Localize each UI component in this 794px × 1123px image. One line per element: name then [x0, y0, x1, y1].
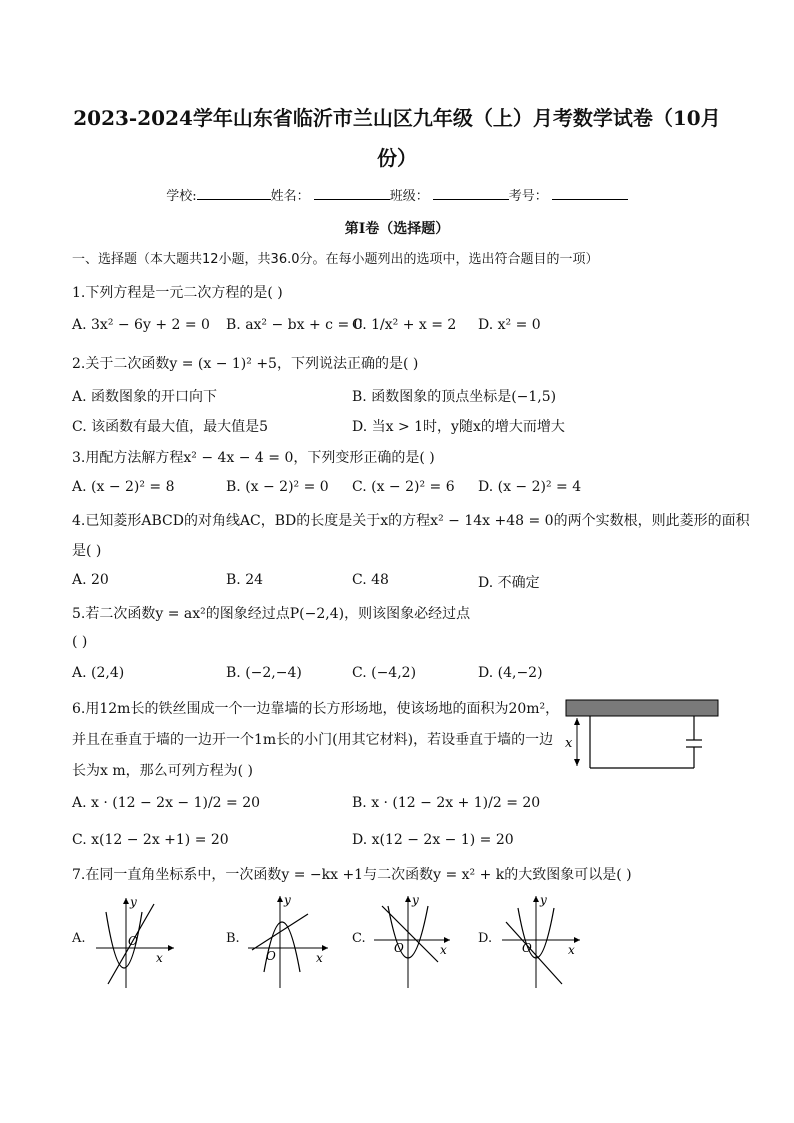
question-3-stem: 3.用配方法解方程x² − 4x − 4 = 0，下列变形正确的是( ) — [72, 450, 435, 466]
question-6-option-b[interactable]: B. x · (12 − 2x + 1)/2 = 20 — [352, 795, 541, 811]
question-1-option-d[interactable]: D. x² = 0 — [478, 317, 541, 333]
name-blank[interactable] — [314, 187, 390, 200]
question-7-option-b-label[interactable]: B. — [226, 931, 240, 946]
question-6-stem-cont1: 并且在垂直于墙的一边开一个1m长的小门(用其它材料)，若设垂直于墙的一边 — [72, 732, 554, 748]
question-7-stem: 7.在同一直角坐标系中，一次函数y = −kx +1与二次函数y = x² + k的大致图象可以是( ) — [72, 867, 632, 883]
question-6-option-a[interactable]: A. x · (12 − 2x − 1)/2 = 20 — [72, 795, 261, 811]
question-3-option-b[interactable]: B. (x − 2)² = 0 — [226, 479, 329, 495]
question-2-option-d[interactable]: D. 当x > 1时，y随x的增大而增大 — [352, 419, 565, 435]
graph-a-y: y — [130, 895, 137, 909]
class-label: 班级： — [389, 189, 429, 204]
question-5-option-d[interactable]: D. (4,−2) — [478, 665, 543, 681]
student-info-line — [0, 185, 794, 204]
question-2-option-c[interactable]: C. 该函数有最大值，最大值是5 — [72, 419, 269, 435]
graph-b-y: y — [284, 893, 291, 907]
exam-title-line2: 份） — [377, 146, 417, 170]
question-1-option-c[interactable]: C. 1/x² + x = 2 — [352, 317, 457, 333]
part-header: 一、选择题（本大题共12小题，共36.0分。在每小题列出的选项中，选出符合题目的一项） — [72, 252, 599, 267]
graph-a-origin: O — [128, 934, 138, 948]
question-6-option-d[interactable]: D. x(12 − 2x − 1) = 20 — [352, 832, 514, 848]
name-label: 姓名： — [270, 189, 310, 204]
wall — [566, 700, 718, 716]
number-label: 考号： — [508, 189, 548, 204]
question-2-option-a[interactable]: A. 函数图象的开口向下 — [72, 389, 218, 405]
school-label: 学校: — [166, 189, 197, 204]
question-6-figure — [560, 696, 725, 776]
graph-c-y: y — [412, 893, 419, 907]
question-2-option-b[interactable]: B. 函数图象的顶点坐标是(−1,5) — [352, 389, 557, 405]
question-7-option-a-label[interactable]: A. — [72, 931, 86, 946]
question-1-option-a[interactable]: A. 3x² − 6y + 2 = 0 — [72, 317, 210, 333]
question-6-option-c[interactable]: C. x(12 − 2x +1) = 20 — [72, 832, 229, 848]
graph-c-origin: O — [394, 941, 404, 955]
graph-d-origin: O — [522, 941, 532, 955]
graph-c-x: x — [440, 943, 447, 957]
question-4-stem-cont: 是( ) — [72, 543, 102, 559]
question-7-graph-a[interactable] — [90, 892, 180, 992]
question-3-option-d[interactable]: D. (x − 2)² = 4 — [478, 479, 582, 495]
question-7-option-d-label[interactable]: D. — [478, 931, 493, 946]
graph-d-x: x — [568, 943, 575, 957]
question-7-graph-b[interactable] — [242, 892, 332, 992]
question-5-option-c[interactable]: C. (−4,2) — [352, 665, 417, 681]
question-7-graph-d[interactable] — [496, 892, 586, 992]
question-5-option-b[interactable]: B. (−2,−4) — [226, 665, 302, 681]
graph-a-x: x — [156, 951, 163, 965]
question-4-option-a[interactable]: A. 20 — [72, 572, 109, 588]
question-4-option-b[interactable]: B. 24 — [226, 572, 264, 588]
school-blank[interactable] — [197, 187, 271, 200]
class-blank[interactable] — [433, 187, 509, 200]
question-4-stem: 4.已知菱形ABCD的对角线AC，BD的长度是关于x的方程x² − 14x +48 = 0的两个实数根，则此菱形的面积 — [72, 513, 750, 529]
figure-x-label: x — [565, 736, 573, 751]
question-5-option-a[interactable]: A. (2,4) — [72, 665, 125, 681]
graph-d-y: y — [540, 893, 547, 907]
question-4-option-d[interactable]: D. 不确定 — [478, 575, 540, 591]
question-6-stem: 6.用12m长的铁丝围成一个一边靠墙的长方形场地，使该场地的面积为20m²， — [72, 701, 560, 717]
question-6-stem-cont2: 长为x m，那么可列方程为( ) — [72, 763, 253, 779]
question-5-stem-cont: ( ) — [72, 634, 88, 650]
section-title: 第Ⅰ卷（选择题） — [344, 221, 450, 237]
question-1-option-b[interactable]: B. ax² − bx + c = 0 — [226, 317, 363, 333]
question-5-stem: 5.若二次函数y = ax²的图象经过点P(−2,4)，则该图象必经过点 — [72, 606, 471, 622]
question-3-option-a[interactable]: A. (x − 2)² = 8 — [72, 479, 175, 495]
question-7-graph-c[interactable] — [368, 892, 458, 992]
question-1-stem: 1.下列方程是一元二次方程的是( ) — [72, 285, 283, 301]
question-3-option-c[interactable]: C. (x − 2)² = 6 — [352, 479, 455, 495]
graph-b-origin: O — [266, 949, 276, 963]
question-4-option-c[interactable]: C. 48 — [352, 572, 389, 588]
number-blank[interactable] — [552, 187, 628, 200]
exam-title-line1: 2023-2024学年山东省临沂市兰山区九年级（上）月考数学试卷（10月 — [73, 106, 721, 130]
graph-b-x: x — [316, 951, 323, 965]
question-7-option-c-label[interactable]: C. — [352, 931, 366, 946]
question-2-stem: 2.关于二次函数y = (x − 1)² +5，下列说法正确的是( ) — [72, 356, 419, 372]
